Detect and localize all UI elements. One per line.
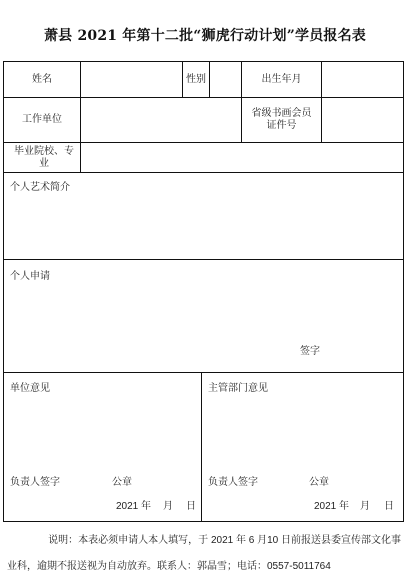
unit-date-day: 日	[186, 501, 196, 512]
department-date-month: 月	[360, 501, 370, 512]
name-field[interactable]	[81, 62, 183, 98]
department-date-year: 2021 年	[314, 501, 350, 512]
applicant-signature-label: 签字	[300, 346, 320, 357]
school-major-field[interactable]	[81, 143, 403, 173]
unit-date-year: 2021 年	[116, 501, 152, 512]
department-seal-label: 公章	[309, 477, 329, 488]
unit-leader-signature-label: 负责人签字	[10, 477, 60, 488]
personal-application-label: 个人申请	[10, 271, 50, 282]
cert-number-label-line2: 证件号	[266, 120, 297, 131]
cert-number-field[interactable]	[322, 98, 403, 143]
department-opinion-section[interactable]	[202, 373, 403, 521]
work-unit-label: 工作单位	[4, 98, 81, 143]
school-major-label: 毕业院校、专业	[4, 143, 81, 173]
personal-application-section[interactable]	[4, 260, 403, 373]
artist-intro-section[interactable]	[4, 173, 403, 260]
unit-opinion-label: 单位意见	[10, 383, 50, 394]
instructions-line-1: 说明：本表必须申请人本人填写，于 2021 年 6 月10 日前报送县委宣传部文化事	[48, 535, 401, 546]
instructions-line-2: 业科，逾期不报送视为自动放弃。联系人：郭晶雪；电话：0557-5011764	[7, 561, 331, 572]
department-date-day: 日	[384, 501, 394, 512]
birth-field[interactable]	[322, 62, 403, 98]
unit-date-month: 月	[163, 501, 173, 512]
birth-label: 出生年月	[242, 62, 322, 98]
cert-number-label	[242, 98, 322, 143]
work-unit-field[interactable]	[81, 98, 242, 143]
department-opinion-label: 主管部门意见	[208, 383, 268, 394]
unit-seal-label: 公章	[112, 477, 132, 488]
department-leader-signature-label: 负责人签字	[208, 477, 258, 488]
unit-opinion-section[interactable]	[4, 373, 202, 521]
artist-intro-label: 个人艺术简介	[10, 182, 70, 193]
gender-field[interactable]	[210, 62, 242, 98]
document-title: 萧县 2021 年第十二批“狮虎行动计划”学员报名表	[43, 28, 367, 44]
name-label: 姓名	[4, 62, 81, 98]
registration-form-table	[3, 61, 404, 522]
cert-number-label-line1: 省级书画会员	[251, 108, 312, 119]
gender-label: 性别	[183, 62, 210, 98]
